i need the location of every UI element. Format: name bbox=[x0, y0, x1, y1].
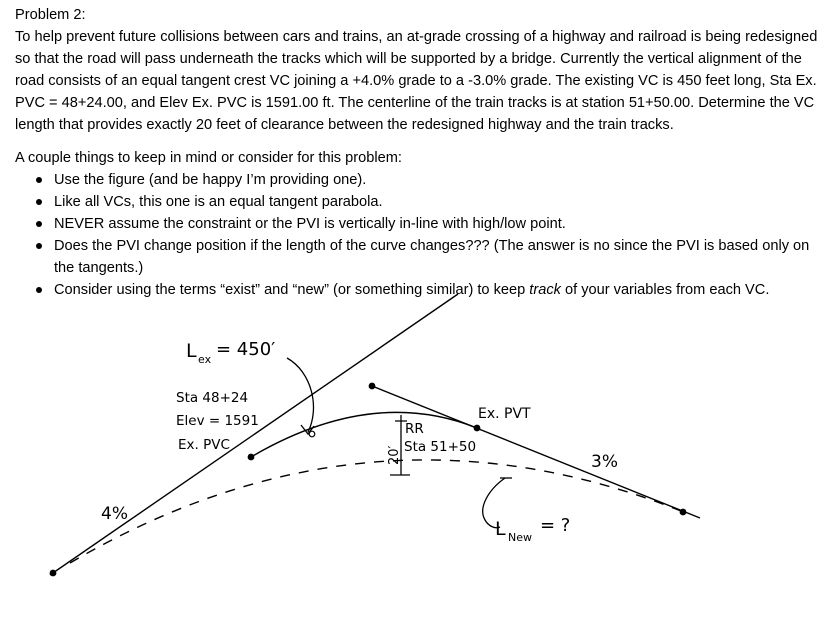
l-ex-symbol: L bbox=[186, 340, 197, 362]
pvc-name-label: Ex. PVC bbox=[178, 437, 230, 453]
tip-text: of your variables from each VC. bbox=[560, 282, 770, 298]
problem-body: To help prevent future collisions between cars and trains, an at-grade crossing of a highway and railroad is being redesigned so that the road will pass underneath the tracks which will be supported by a bridge. Currently the vertical alignment of the road consists of an equal tangent crest VC joining a +4.0% grade to a -3.0% grade. The existing VC is 450 feet long, Sta Ex. PVC = 48+24.00, and Elev Ex. PVC is 1591.00 ft. The centerline of the train tracks is at station 51+50.00. Determine the VC length that provides exactly 20 feet of clearance between the redesigned highway and the train tracks. bbox=[15, 29, 818, 133]
entry-tangent-line bbox=[50, 294, 458, 575]
l-new-value: = ? bbox=[540, 515, 571, 536]
clearance-label: 20′ bbox=[387, 445, 402, 465]
l-new-symbol: L bbox=[495, 518, 506, 540]
tip-item: Does the PVI change position if the length of the curve changes??? (The answer is no since the PVI is based only on the tangents.) bbox=[15, 235, 820, 279]
tips-intro: A couple things to keep in mind or consider for this problem: bbox=[15, 150, 402, 166]
tip-text: Consider using the terms “exist” and “new” (or something similar) to keep bbox=[54, 282, 530, 298]
rr-station-label: Sta 51+50 bbox=[404, 439, 477, 455]
entry-grade-label: 4% bbox=[101, 504, 128, 524]
rr-label: RR bbox=[405, 421, 424, 437]
l-existing-label bbox=[186, 339, 275, 366]
tip-item: NEVER assume the constraint or the PVI is vertically in-line with high/low point. bbox=[15, 213, 820, 235]
pvc-elevation-label: Elev = 1591 bbox=[176, 413, 259, 429]
exit-grade-label: 3% bbox=[591, 452, 618, 472]
tip-item: Like all VCs, this one is an equal tangent parabola. bbox=[15, 191, 820, 213]
l-ex-subscript: ex bbox=[198, 353, 212, 366]
existing-pvc-point bbox=[248, 454, 255, 461]
pvi-point bbox=[369, 383, 376, 390]
l-existing-leader bbox=[287, 358, 313, 432]
tip-item: Use the figure (and be happy I’m providing one). bbox=[15, 169, 820, 191]
pvt-label: Ex. PVT bbox=[478, 406, 531, 422]
tip-emphasis: track bbox=[529, 282, 561, 298]
l-ex-value: = 450′ bbox=[216, 339, 276, 360]
existing-pvt-point bbox=[474, 425, 481, 432]
problem-heading: Problem 2: bbox=[15, 7, 86, 23]
l-new-subscript: New bbox=[508, 531, 532, 544]
pvc-station-label: Sta 48+24 bbox=[176, 390, 249, 406]
new-pvc-point bbox=[50, 570, 57, 577]
new-pvt-point bbox=[680, 509, 687, 516]
